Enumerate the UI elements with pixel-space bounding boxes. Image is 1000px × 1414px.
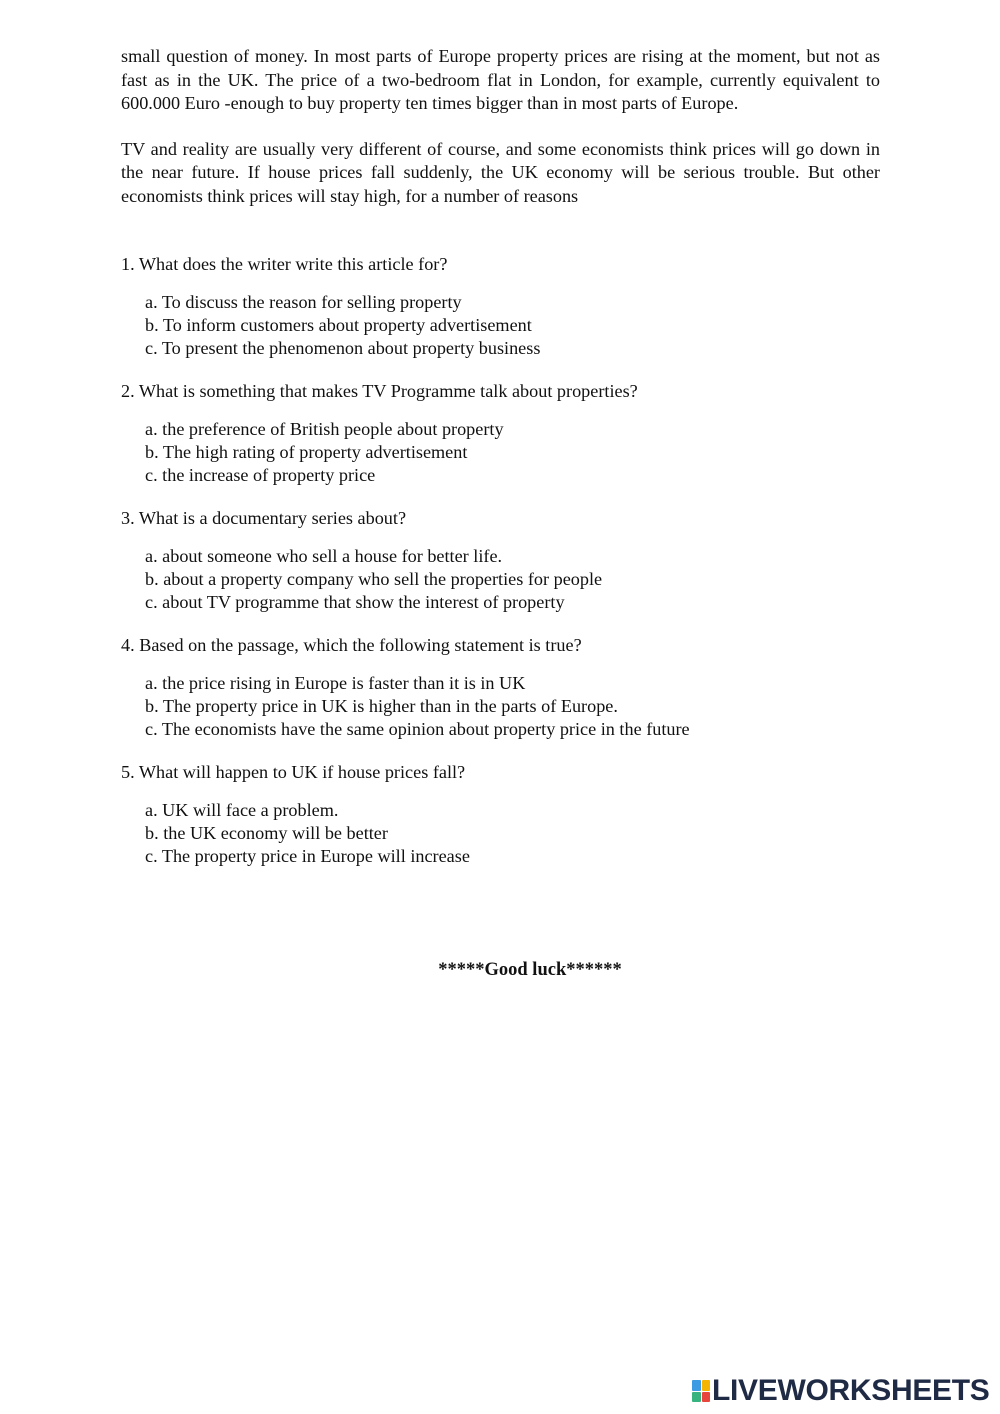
question-4 <box>121 634 880 741</box>
question-text: 3. What is a documentary series about? <box>121 508 407 529</box>
option-a[interactable]: a. the preference of British people about property <box>145 418 504 439</box>
option-a[interactable]: a. the price rising in Europe is faster than it is in UK <box>145 672 526 693</box>
worksheet-page <box>121 45 880 889</box>
question-text: 5. What will happen to UK if house prices fall? <box>121 762 466 783</box>
questions-list <box>121 253 880 869</box>
passage-paragraph-1: small question of money. In most parts of Europe property prices are rising at the moment, but not as fast as in the UK. The price of a two-bedroom flat in London, for example, currently equivalent to 600.000 Euro -enough to buy property ten times bigger than in most parts of Europe. <box>121 46 880 113</box>
option-c[interactable]: c. The economists have the same opinion about property price in the future <box>145 719 690 740</box>
option-c[interactable]: c. The property price in Europe will increase <box>145 846 470 867</box>
brand-logo[interactable] <box>692 1374 990 1408</box>
liveworksheets-logo-icon <box>692 1380 710 1402</box>
option-a[interactable]: a. about someone who sell a house for better life. <box>145 545 503 566</box>
closing-message: *****Good luck****** <box>438 960 622 980</box>
option-c[interactable]: c. To present the phenomenon about property business <box>145 337 541 358</box>
question-3 <box>121 507 880 614</box>
question-5 <box>121 761 880 868</box>
passage-paragraph-2: TV and reality are usually very different of course, and some economists think prices will go down in the near future. If house prices fall suddenly, the UK economy will be serious trouble. But other economists think prices will stay high, for a number of reasons <box>121 138 880 206</box>
question-1 <box>121 253 880 360</box>
option-c[interactable]: c. about TV programme that show the interest of property <box>145 592 565 613</box>
option-b[interactable]: b. To inform customers about property advertisement <box>145 314 532 335</box>
option-a[interactable]: a. To discuss the reason for selling property <box>145 291 462 312</box>
option-c[interactable]: c. the increase of property price <box>145 465 376 486</box>
question-text: 2. What is something that makes TV Programme talk about properties? <box>121 381 638 402</box>
answer-options <box>121 291 880 361</box>
question-text: 1. What does the writer write this article for? <box>121 254 448 274</box>
answer-options <box>121 418 880 488</box>
question-2 <box>121 380 880 487</box>
option-b[interactable]: b. the UK economy will be better <box>145 823 388 844</box>
option-b[interactable]: b. about a property company who sell the properties for people <box>145 568 603 589</box>
answer-options <box>121 545 880 615</box>
question-text: 4. Based on the passage, which the following statement is true? <box>121 635 582 656</box>
option-b[interactable]: b. The property price in UK is higher than in the parts of Europe. <box>145 696 618 717</box>
option-a[interactable]: a. UK will face a problem. <box>145 799 339 820</box>
answer-options <box>121 799 880 869</box>
option-b[interactable]: b. The high rating of property advertisement <box>145 441 468 462</box>
brand-name: LIVEWORKSHEETS <box>712 1374 990 1407</box>
answer-options <box>121 672 880 742</box>
